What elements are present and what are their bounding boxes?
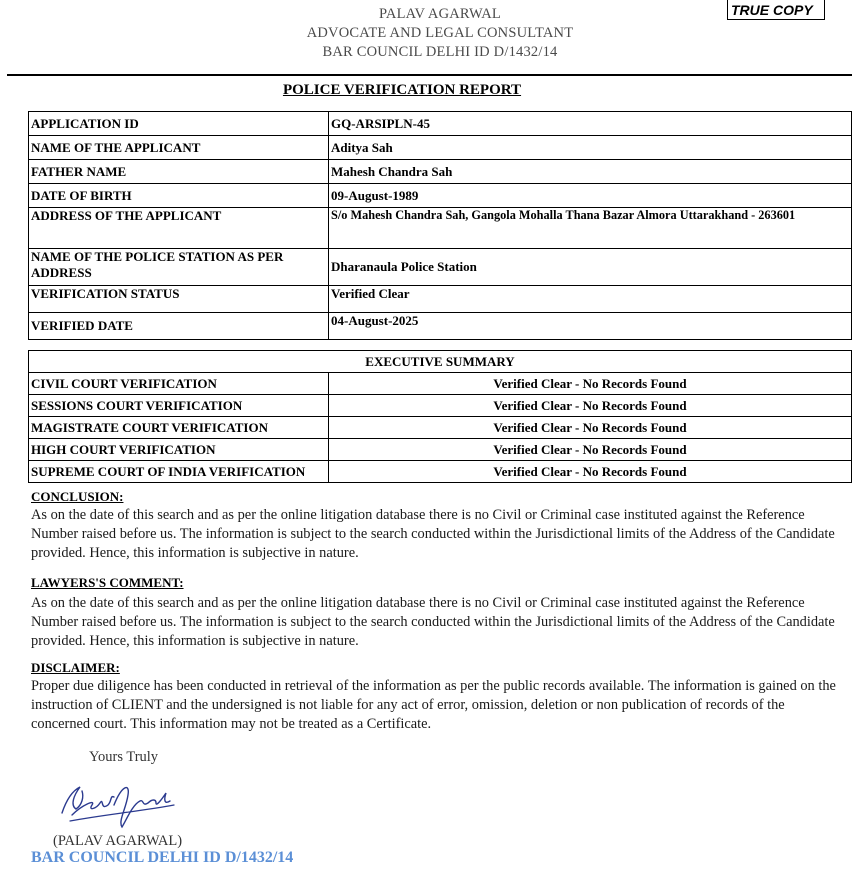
letterhead-title: ADVOCATE AND LEGAL CONSULTANT	[306, 25, 574, 41]
details-value: 09-August-1989	[329, 184, 852, 208]
yours-truly: Yours Truly	[89, 749, 159, 765]
disclaimer-text: Proper due diligence has been conducted in retrieval of the information as per the public records available. The information is gained on the instruction of CLIENT and the undersigned is not liable for any act of error, omission, deletion or non publication of records of the concerned court. This information may not be treated as a Certificate.	[31, 678, 836, 732]
summary-label: SUPREME COURT OF INDIA VERIFICATION	[29, 461, 329, 483]
details-label: VERIFIED DATE	[29, 313, 329, 340]
header-divider	[7, 74, 852, 76]
summary-row	[29, 461, 852, 483]
details-value: GQ-ARSIPLN-45	[329, 112, 852, 136]
summary-value: Verified Clear - No Records Found	[329, 417, 852, 439]
signature	[52, 775, 182, 838]
details-value: Dharanaula Police Station	[329, 249, 852, 286]
summary-row	[29, 439, 852, 461]
details-label: FATHER NAME	[29, 160, 329, 184]
details-row	[29, 136, 852, 160]
summary-label: MAGISTRATE COURT VERIFICATION	[29, 417, 329, 439]
letterhead-bar-id: BAR COUNCIL DELHI ID D/1432/14	[322, 44, 558, 60]
details-label: NAME OF THE POLICE STATION AS PER ADDRESS	[29, 249, 329, 286]
details-label: DATE OF BIRTH	[29, 184, 329, 208]
details-table	[28, 111, 852, 340]
details-label: ADDRESS OF THE APPLICANT	[29, 208, 329, 249]
details-label: NAME OF THE APPLICANT	[29, 136, 329, 160]
lawyers-comment-heading: LAWYERS'S COMMENT:	[31, 575, 184, 590]
details-value: S/o Mahesh Chandra Sah, Gangola Mohalla Thana Bazar Almora Uttarakhand - 263601	[329, 208, 852, 249]
details-value: Mahesh Chandra Sah	[329, 160, 852, 184]
report-title: POLICE VERIFICATION REPORT	[282, 82, 522, 98]
summary-label: SESSIONS COURT VERIFICATION	[29, 395, 329, 417]
details-label: VERIFICATION STATUS	[29, 286, 329, 313]
details-row	[29, 112, 852, 136]
letterhead-name: PALAV AGARWAL	[379, 6, 501, 22]
details-value: Verified Clear	[329, 286, 852, 313]
signatory-bar-id: BAR COUNCIL DELHI ID D/1432/14	[31, 849, 294, 866]
disclaimer-heading: DISCLAIMER:	[31, 660, 120, 675]
details-row	[29, 313, 852, 340]
details-label: APPLICATION ID	[29, 112, 329, 136]
signature-scribble	[52, 775, 182, 833]
lawyers-comment-text: As on the date of this search and as per the online litigation database there is no Civil or Criminal case instituted against the Reference Number raised before us. The information is subject to the search conducted within the Jurisdictional limits of the Address of the Candidate provided. Hence, this information is subjective in nature.	[31, 595, 835, 649]
conclusion-heading: CONCLUSION:	[31, 489, 124, 504]
summary-value: Verified Clear - No Records Found	[329, 439, 852, 461]
details-row	[29, 184, 852, 208]
details-row	[29, 286, 852, 313]
summary-row	[29, 395, 852, 417]
summary-value: Verified Clear - No Records Found	[329, 461, 852, 483]
details-value: Aditya Sah	[329, 136, 852, 160]
executive-summary-table	[28, 350, 852, 483]
summary-value: Verified Clear - No Records Found	[329, 373, 852, 395]
summary-label: CIVIL COURT VERIFICATION	[29, 373, 329, 395]
true-copy-stamp: TRUE COPY	[727, 0, 825, 20]
details-row	[29, 249, 852, 286]
summary-value: Verified Clear - No Records Found	[329, 395, 852, 417]
signatory-name: (PALAV AGARWAL)	[53, 833, 183, 849]
details-value: 04-August-2025	[329, 313, 852, 340]
details-row	[29, 160, 852, 184]
summary-label: HIGH COURT VERIFICATION	[29, 439, 329, 461]
summary-row	[29, 373, 852, 395]
conclusion-text: As on the date of this search and as per the online litigation database there is no Civil or Criminal case instituted against the Reference Number raised before us. The information is subject to the search conducted within the Jurisdictional limits of the Address of the Candidate provided. Hence, this information is subjective in nature.	[31, 507, 835, 561]
details-row	[29, 208, 852, 249]
summary-row	[29, 417, 852, 439]
executive-summary-title: EXECUTIVE SUMMARY	[29, 351, 852, 373]
